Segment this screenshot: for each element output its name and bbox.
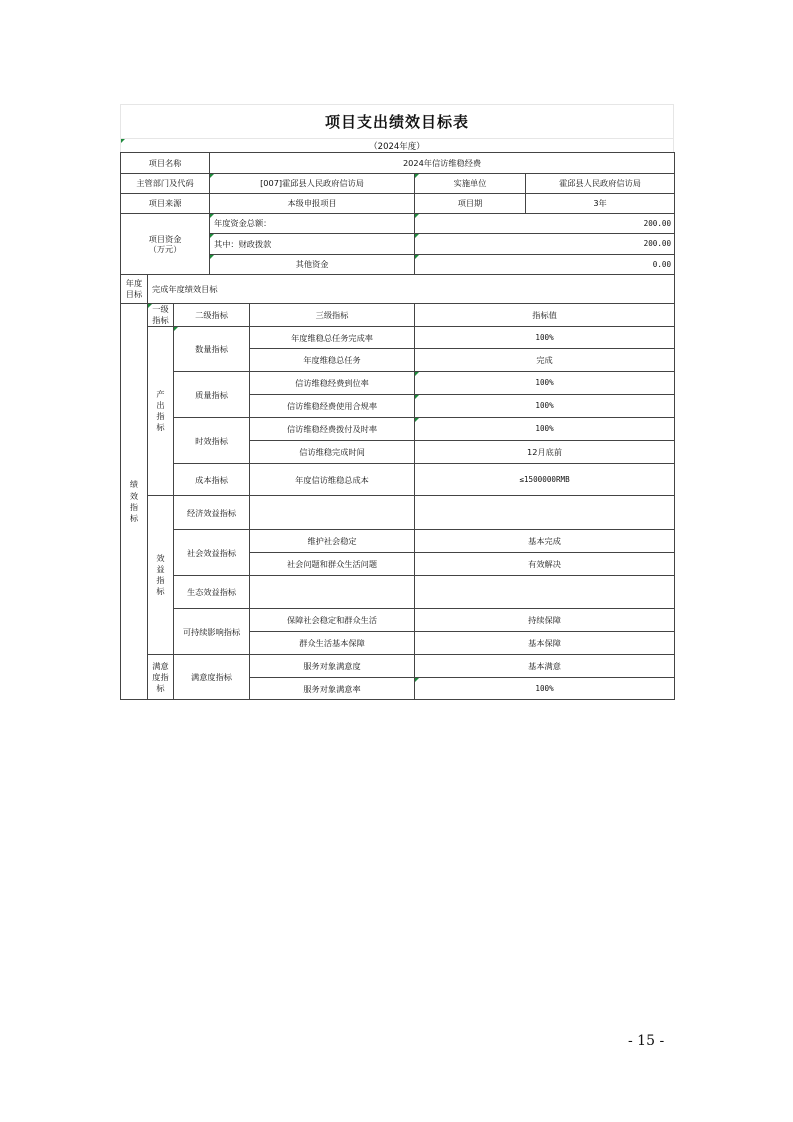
- output-label-text: 产出指标: [156, 389, 165, 433]
- funds-other-label: 其他资金: [210, 255, 415, 275]
- indicator-name: 维护社会稳定: [250, 530, 415, 553]
- table-row: [121, 372, 675, 395]
- table-row: [121, 496, 675, 530]
- benefit-label: [148, 496, 174, 655]
- indicator-name: 年度维稳总任务: [250, 349, 415, 372]
- indicator-value: ≤1500000RMB: [415, 464, 675, 496]
- indicators-section-label-text: 绩效指标: [129, 479, 139, 523]
- impl-value: 霍邱县人民政府信访局: [526, 174, 675, 194]
- table-row: [121, 464, 675, 496]
- indicator-name: 群众生活基本保障: [250, 632, 415, 655]
- indicator-name-empty: [250, 496, 415, 530]
- document-title: 项目支出绩效目标表: [120, 104, 674, 138]
- table-row: [121, 418, 675, 441]
- header-level1-text: 一级指标: [152, 304, 169, 326]
- satisfaction-sub-label: 满意度指标: [174, 655, 250, 700]
- output-label: [148, 327, 174, 496]
- indicators-section-label: [121, 304, 148, 700]
- funds-label-text: 项目资金（万元）: [148, 233, 182, 254]
- indicator-value-empty: [415, 576, 675, 609]
- row-project-name: [121, 153, 675, 174]
- page-number: - 15 -: [628, 1033, 665, 1049]
- indicator-value: 基本满意: [415, 655, 675, 678]
- annual-goal-value: 完成年度绩效目标: [148, 275, 675, 304]
- funds-other-value: 0.00: [415, 255, 675, 275]
- header-value: 指标值: [415, 304, 675, 327]
- funds-fiscal-label: 其中：财政拨款: [210, 234, 415, 255]
- indicator-value: 100%: [415, 678, 675, 700]
- indicator-name: 服务对象满意度: [250, 655, 415, 678]
- timeliness-label: 时效指标: [174, 418, 250, 464]
- row-annual-goal: [121, 275, 675, 304]
- ecological-label: 生态效益指标: [174, 576, 250, 609]
- quality-label: 质量指标: [174, 372, 250, 418]
- funds-total-value: 200.00: [415, 214, 675, 234]
- table-row: [121, 609, 675, 632]
- target-table: [120, 152, 675, 700]
- row-source: [121, 194, 675, 214]
- row-department: [121, 174, 675, 194]
- indicator-name: 信访维稳经费到位率: [250, 372, 415, 395]
- indicator-value: 100%: [415, 418, 675, 441]
- social-label: 社会效益指标: [174, 530, 250, 576]
- source-label: 项目来源: [121, 194, 210, 214]
- funds-fiscal-value: 200.00: [415, 234, 675, 255]
- benefit-label-text: 效益指标: [156, 553, 165, 597]
- header-level2: 二级指标: [174, 304, 250, 327]
- quantity-label: 数量指标: [174, 327, 250, 372]
- project-name-label: 项目名称: [121, 153, 210, 174]
- sustainable-label: 可持续影响指标: [174, 609, 250, 655]
- project-name-value: 2024年信访维稳经费: [210, 153, 675, 174]
- indicator-name-empty: [250, 576, 415, 609]
- indicator-value: 基本保障: [415, 632, 675, 655]
- indicator-name: 年度信访维稳总成本: [250, 464, 415, 496]
- indicator-name: 年度维稳总任务完成率: [250, 327, 415, 349]
- funds-label: [121, 214, 210, 275]
- satisfaction-label-text: 满意度指标: [152, 660, 169, 693]
- funds-total-label: 年度资金总额：: [210, 214, 415, 234]
- table-row: [121, 327, 675, 349]
- row-funds-total: [121, 214, 675, 234]
- impl-label: 实施单位: [415, 174, 526, 194]
- table-row: [121, 576, 675, 609]
- period-label: 项目期: [415, 194, 526, 214]
- indicator-value: 持续保障: [415, 609, 675, 632]
- indicator-name: 信访维稳经费使用合规率: [250, 395, 415, 418]
- document-year: （2024年度）: [120, 138, 674, 152]
- table-row: [121, 530, 675, 553]
- table-row: [121, 655, 675, 678]
- row-indicator-header: [121, 304, 675, 327]
- header-level1: [148, 304, 174, 327]
- period-value: 3年: [526, 194, 675, 214]
- indicator-value: 有效解决: [415, 553, 675, 576]
- indicator-name: 社会问题和群众生活问题: [250, 553, 415, 576]
- indicator-value: 12月底前: [415, 441, 675, 464]
- indicator-name: 服务对象满意率: [250, 678, 415, 700]
- annual-goal-label: [121, 275, 148, 304]
- dept-label: 主管部门及代码: [121, 174, 210, 194]
- performance-target-sheet: [120, 104, 674, 700]
- economic-label: 经济效益指标: [174, 496, 250, 530]
- annual-goal-label-text: 年度目标: [125, 277, 143, 299]
- header-level3: 三级指标: [250, 304, 415, 327]
- indicator-value: 100%: [415, 372, 675, 395]
- source-value: 本级申报项目: [210, 194, 415, 214]
- indicator-name: 信访维稳完成时间: [250, 441, 415, 464]
- indicator-value: 完成: [415, 349, 675, 372]
- indicator-name: 保障社会稳定和群众生活: [250, 609, 415, 632]
- satisfaction-label: [148, 655, 174, 700]
- indicator-value: 基本完成: [415, 530, 675, 553]
- indicator-value-empty: [415, 496, 675, 530]
- dept-value: [007]霍邱县人民政府信访局: [210, 174, 415, 194]
- cost-label: 成本指标: [174, 464, 250, 496]
- indicator-value: 100%: [415, 327, 675, 349]
- indicator-value: 100%: [415, 395, 675, 418]
- indicator-name: 信访维稳经费拨付及时率: [250, 418, 415, 441]
